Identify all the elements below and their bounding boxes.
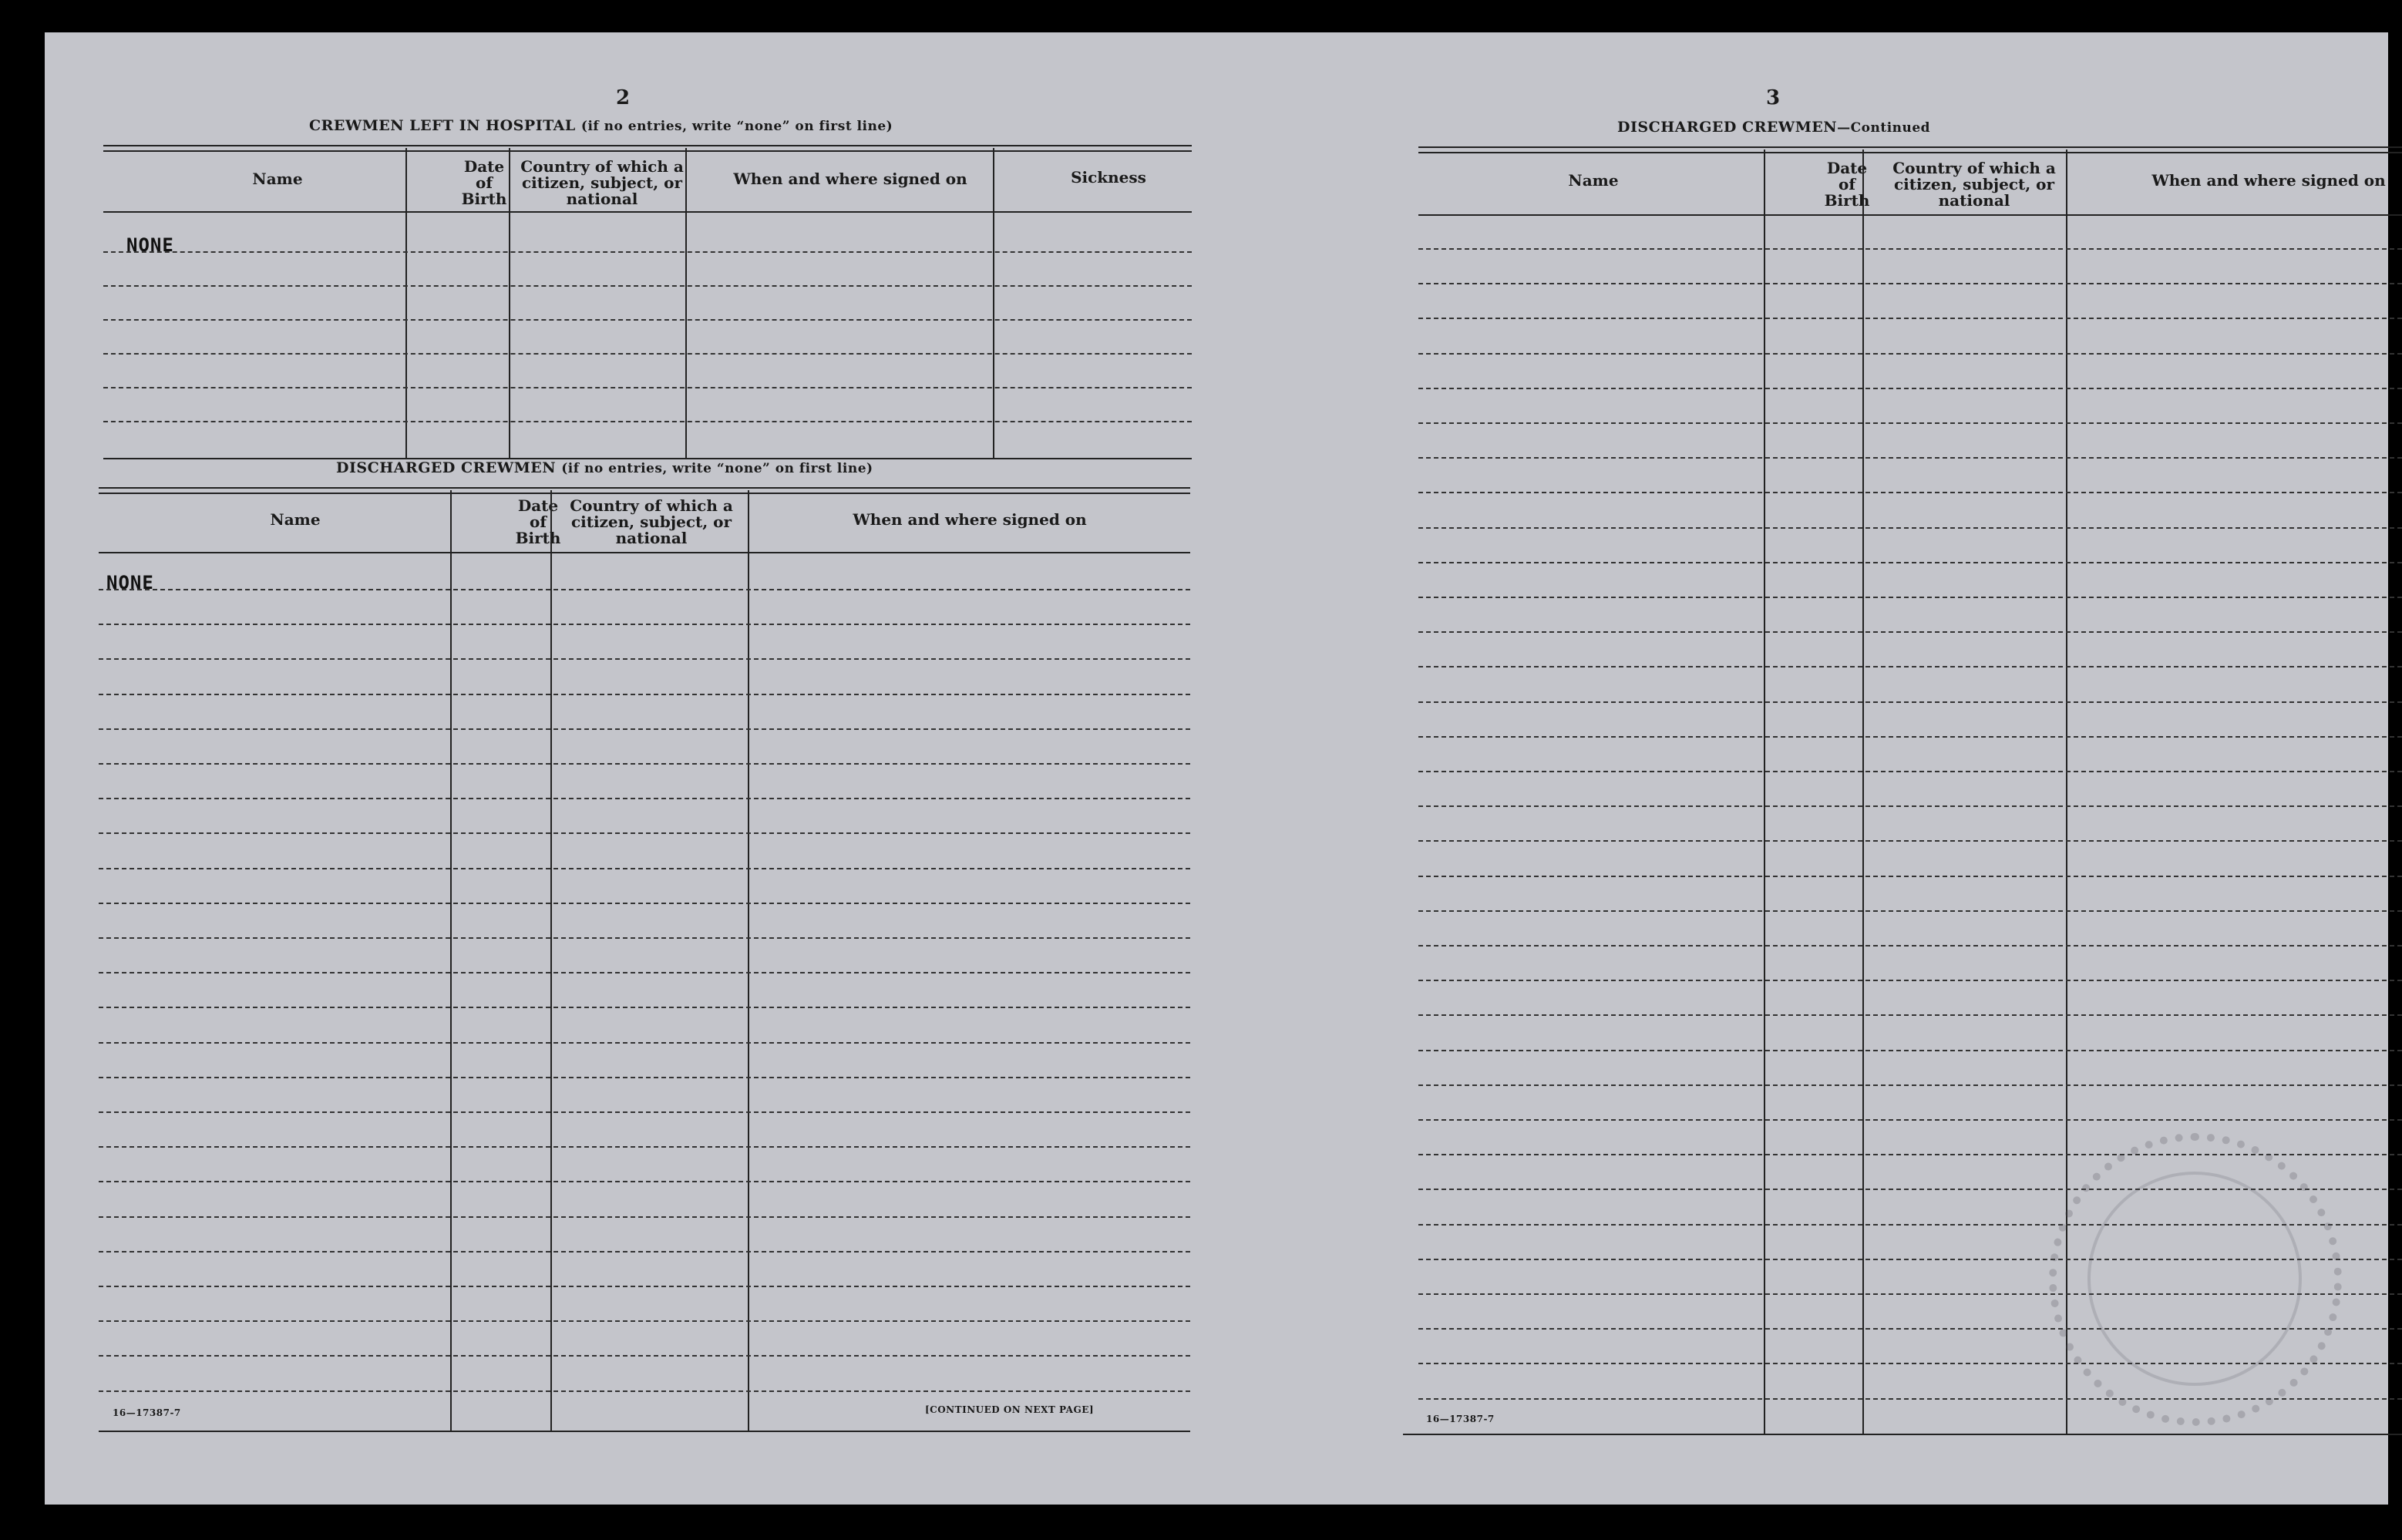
discharged-bottom-rule (99, 1431, 1190, 1432)
row-line (99, 937, 1190, 939)
row-line (99, 1216, 1190, 1218)
hospital-row-line (103, 421, 1192, 422)
hospital-col-sickness: Sickness (1071, 168, 1146, 187)
discharged-entry: NONE (106, 572, 154, 593)
row-line (99, 1390, 1190, 1392)
row-line (99, 1007, 1190, 1008)
row-line (99, 798, 1190, 799)
customs-stamp-inner (2087, 1172, 2302, 1386)
row-line (99, 1355, 1190, 1357)
hospital-col-divider (405, 148, 407, 459)
discharged-continued-title-text: DISCHARGED CREWMEN (1617, 119, 1838, 136)
row-line (1418, 840, 2402, 842)
discharged-col-signed: When and where signed on (853, 510, 1087, 529)
row-line (1418, 910, 2402, 912)
row-line (1418, 631, 2402, 633)
right-col-divider (1764, 150, 1765, 1434)
right-col-dob: Date of Birth (1824, 159, 1870, 210)
hospital-section-title (309, 117, 893, 134)
hospital-row-line (103, 319, 1192, 321)
hospital-col-name: Name (252, 170, 303, 188)
row-line (1418, 457, 2402, 459)
row-line (1418, 666, 2402, 667)
row-line (99, 624, 1190, 625)
row-line (1418, 771, 2402, 772)
hospital-header-rule (103, 211, 1192, 213)
left-page (45, 32, 1201, 1505)
discharged-section-title (336, 459, 873, 476)
hospital-col-divider (685, 148, 687, 459)
discharged-col-divider (450, 490, 452, 1432)
continued-note: [CONTINUED ON NEXT PAGE] (925, 1404, 1095, 1415)
row-line (1418, 1119, 2402, 1121)
row-line (1418, 353, 2402, 355)
row-line (99, 1077, 1190, 1078)
discharged-continued-suffix: —Continued (1837, 120, 1931, 136)
row-line (99, 658, 1190, 660)
row-line (1418, 562, 2402, 563)
hospital-title-note: (if no entries, write “none” on first line) (580, 119, 893, 134)
row-line (99, 1251, 1190, 1253)
page-number: 3 (1765, 86, 1781, 109)
row-line (99, 972, 1190, 973)
row-line (99, 1146, 1190, 1148)
hospital-row-line (103, 387, 1192, 388)
row-line (99, 1111, 1190, 1113)
right-bottom-rule (1403, 1434, 2402, 1435)
discharged-continued-title (1617, 119, 1930, 136)
hospital-row-line (103, 251, 1192, 253)
row-line (99, 1286, 1190, 1287)
form-number: 16—17387-7 (113, 1407, 181, 1418)
row-line (99, 589, 1190, 590)
row-line (1418, 1014, 2402, 1016)
discharged-top-rule (99, 487, 1190, 494)
form-number: 16—17387-7 (1426, 1414, 1495, 1424)
discharged-title-text: DISCHARGED CREWMEN (336, 459, 557, 476)
row-line (1418, 527, 2402, 529)
hospital-row-line (103, 285, 1192, 287)
row-line (99, 1042, 1190, 1044)
right-col-signed: When and where signed on (2151, 171, 2386, 190)
row-line (99, 832, 1190, 834)
row-line (1418, 1084, 2402, 1086)
row-line (1418, 492, 2402, 493)
right-top-rule (1418, 146, 2402, 153)
row-line (99, 763, 1190, 765)
hospital-col-divider (509, 148, 510, 459)
row-line (1418, 980, 2402, 981)
document-sheet (45, 32, 2388, 1505)
row-line (1418, 597, 2402, 598)
row-line (1418, 422, 2402, 424)
row-line (1418, 805, 2402, 807)
row-line (1418, 876, 2402, 877)
row-line (1418, 388, 2402, 389)
row-line (99, 903, 1190, 904)
row-line (99, 868, 1190, 869)
row-line (99, 1181, 1190, 1182)
right-page (1232, 32, 2388, 1505)
hospital-col-signed: When and where signed on (733, 170, 967, 188)
right-col-divider (1862, 150, 1864, 1434)
row-line (1418, 283, 2402, 284)
hospital-top-rule (103, 145, 1192, 152)
hospital-col-country: Country of which a citizen, subject, or national (520, 157, 684, 208)
discharged-col-divider (550, 490, 552, 1432)
row-line (1418, 1050, 2402, 1051)
row-line (99, 728, 1190, 730)
right-col-country: Country of which a citizen, subject, or national (1892, 159, 2056, 210)
hospital-row-line (103, 353, 1192, 355)
row-line (1418, 318, 2402, 319)
hospital-col-divider (993, 148, 994, 459)
discharged-header-rule (99, 552, 1190, 553)
row-line (99, 694, 1190, 695)
discharged-title-note: (if no entries, write “none” on first line) (561, 461, 873, 476)
right-col-name: Name (1568, 171, 1619, 190)
hospital-entry: NONE (126, 234, 174, 256)
row-line (99, 1320, 1190, 1322)
row-line (1418, 945, 2402, 947)
discharged-col-divider (748, 490, 749, 1432)
hospital-title-text: CREWMEN LEFT IN HOSPITAL (309, 117, 576, 134)
discharged-col-name: Name (270, 510, 321, 529)
discharged-col-country: Country of which a citizen, subject, or national (570, 496, 733, 547)
hospital-col-dob: Date of Birth (461, 157, 507, 208)
page-number: 2 (615, 86, 631, 109)
row-line (1418, 248, 2402, 250)
row-line (1418, 701, 2402, 703)
discharged-col-dob: Date of Birth (515, 496, 561, 547)
row-line (1418, 736, 2402, 738)
right-header-rule (1418, 214, 2402, 216)
